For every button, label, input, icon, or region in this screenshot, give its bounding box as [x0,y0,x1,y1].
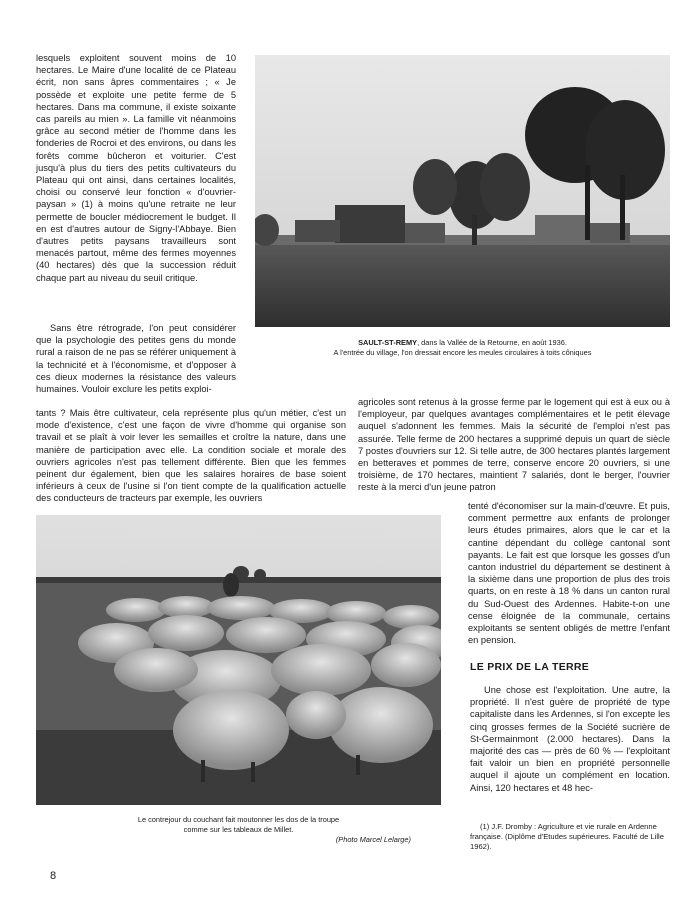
article-text-col1-para2 [36,322,236,395]
caption-text: , dans la Vallée de la Retourne, en août 1936. [417,338,567,347]
sheep-photo [36,515,441,805]
page-number: 8 [50,870,57,882]
caption-line-2: comme sur les tableaux de Millet. [183,825,294,834]
paragraph: agricoles sont retenus à la grosse ferme par le logement qui est à eux ou à l'employeur, par quelques avantages complémentaires et le petit élevage auquel s'adonnent les femmes. Mais la sécurité de l'emploi n'est pas assurée. Telle ferme de 200 hectares a supprimé depuis un quart de siècle 7 postes d'ouvriers sur 12. Si telle autre, de 300 hectares plantés largement en betteraves et pommes de terre, conserve encore 20 ouvriers, si une troisième, de 170 hectares, maintient 7 salariés, dont le berger, l'ouvrier reste à la merci d'un jeune patron [358,397,670,493]
paragraph: tants ? Mais être cultivateur, cela représente plus qu'un métier, c'est un mode d'existence, c'est une façon de vivre d'homme qui organise son travail et se plaît à voir lever les semailles et croître la nature, dans une manière de participation avec elle. La condition sociale et morale des ouvriers agricoles n'est pas tellement différente. Bien que les femmes peinent dur également, bien que les salaires horaires de base soient inférieurs à ceux de l'usine si l'on tient compte de la qualification actuelle des conducteurs de tracteurs par exemple, les ouvriers [36,408,346,504]
article-text-col1-top [36,52,236,284]
paragraph: lesquels exploitent souvent moins de 10 hectares. Le Maire d'une localité de ce Plateau écrit, non sans âpres commentaires ; « Je possède et exploite une petite ferme de 5 hectares. Dans ma commune, il existe soixante cas pareils au mien ». La famille vit néanmoins grâce au second métier de l'homme dans les fonderies de Rocroi et des environs, ou dans les forêts comme bûcheron et voiturier. C'est jusqu'à plus du tiers des petits cultivateurs du Plateau qui ont ainsi, dans certaines localités, choisi ou conservé leur fonction « d'ouvrier-paysan » (1) à moins qu'une retraite ne leur permette de boucler médiocrement le budget. Il en est d'autres autour de Signy-l'Abbaye. Bien d'autres petits paysans travailleurs sont menacés partout, même des fermes moyennes (40 hectares) dès que la succession réduit chaque part au niveau du seuil critique. [36,53,236,283]
article-text-col2-section [470,684,670,794]
article-text-col2-low [468,500,670,646]
article-text-col2-mid [358,396,670,494]
article-text-wide [36,407,346,505]
village-photo-caption [255,338,670,358]
caption-line-2: A l'entrée du village, l'on dressait encore les meules circulaires à toits côniques [333,348,592,357]
paragraph: Sans être rétrograde, l'on peut considérer que la psychologie des petites gens du monde rural a raison de ne pas se référer uniquement à la technicité et à l'économisme, et d'opposer à ces dieux modernes la résistance des valeurs humaines. Vouloir exclure les petits exploi- [36,323,236,395]
footnote: (1) J.F. Dromby : Agriculture et vie rurale en Ardenne française. (Diplôme d'Etudes supérieures. Faculté de Lille 1962). [470,822,664,851]
caption-place-name: SAULT-ST-REMY [358,338,418,347]
sheep-photo-caption [36,815,441,845]
photo-credit: (Photo Marcel Lelarge) [335,835,411,844]
caption-line-1: Le contrejour du couchant fait moutonner les dos de la troupe [137,815,340,824]
paragraph: Une chose est l'exploitation. Une autre, la propriété. Il n'est guère de propriété de type capitaliste dans les Ardennes, si l'on excepte les cinq grosses fermes de la Société sucrière de St-Germainmont (2.000 hectares). Dans la majorité des cas — près de 60 % — l'exploitant fait valoir un bien en propriété personnelle auquel il ajoute un complément en location. Ainsi, 120 hectares et 48 hec- [470,685,670,793]
paragraph: tenté d'économiser sur la main-d'œuvre. Et puis, comment permettre aux enfants de prolonger leurs études primaires, alors que le car et la cantine dépendant du collège cantonal sont payants. Le fait est que lorsque les gosses d'un canton industriel du département se destinent à la sixième dans une proportion de plus des trois quarts, on en reste à 18 % dans un canton rural du Sud-Ouest des Ardennes. Habite-t-on une cense éloignée de la communale, certains exploitants se sentent obligés de mettre l'enfant en pension. [468,501,670,646]
village-photo [255,55,670,327]
section-heading: LE PRIX DE LA TERRE [470,661,590,673]
